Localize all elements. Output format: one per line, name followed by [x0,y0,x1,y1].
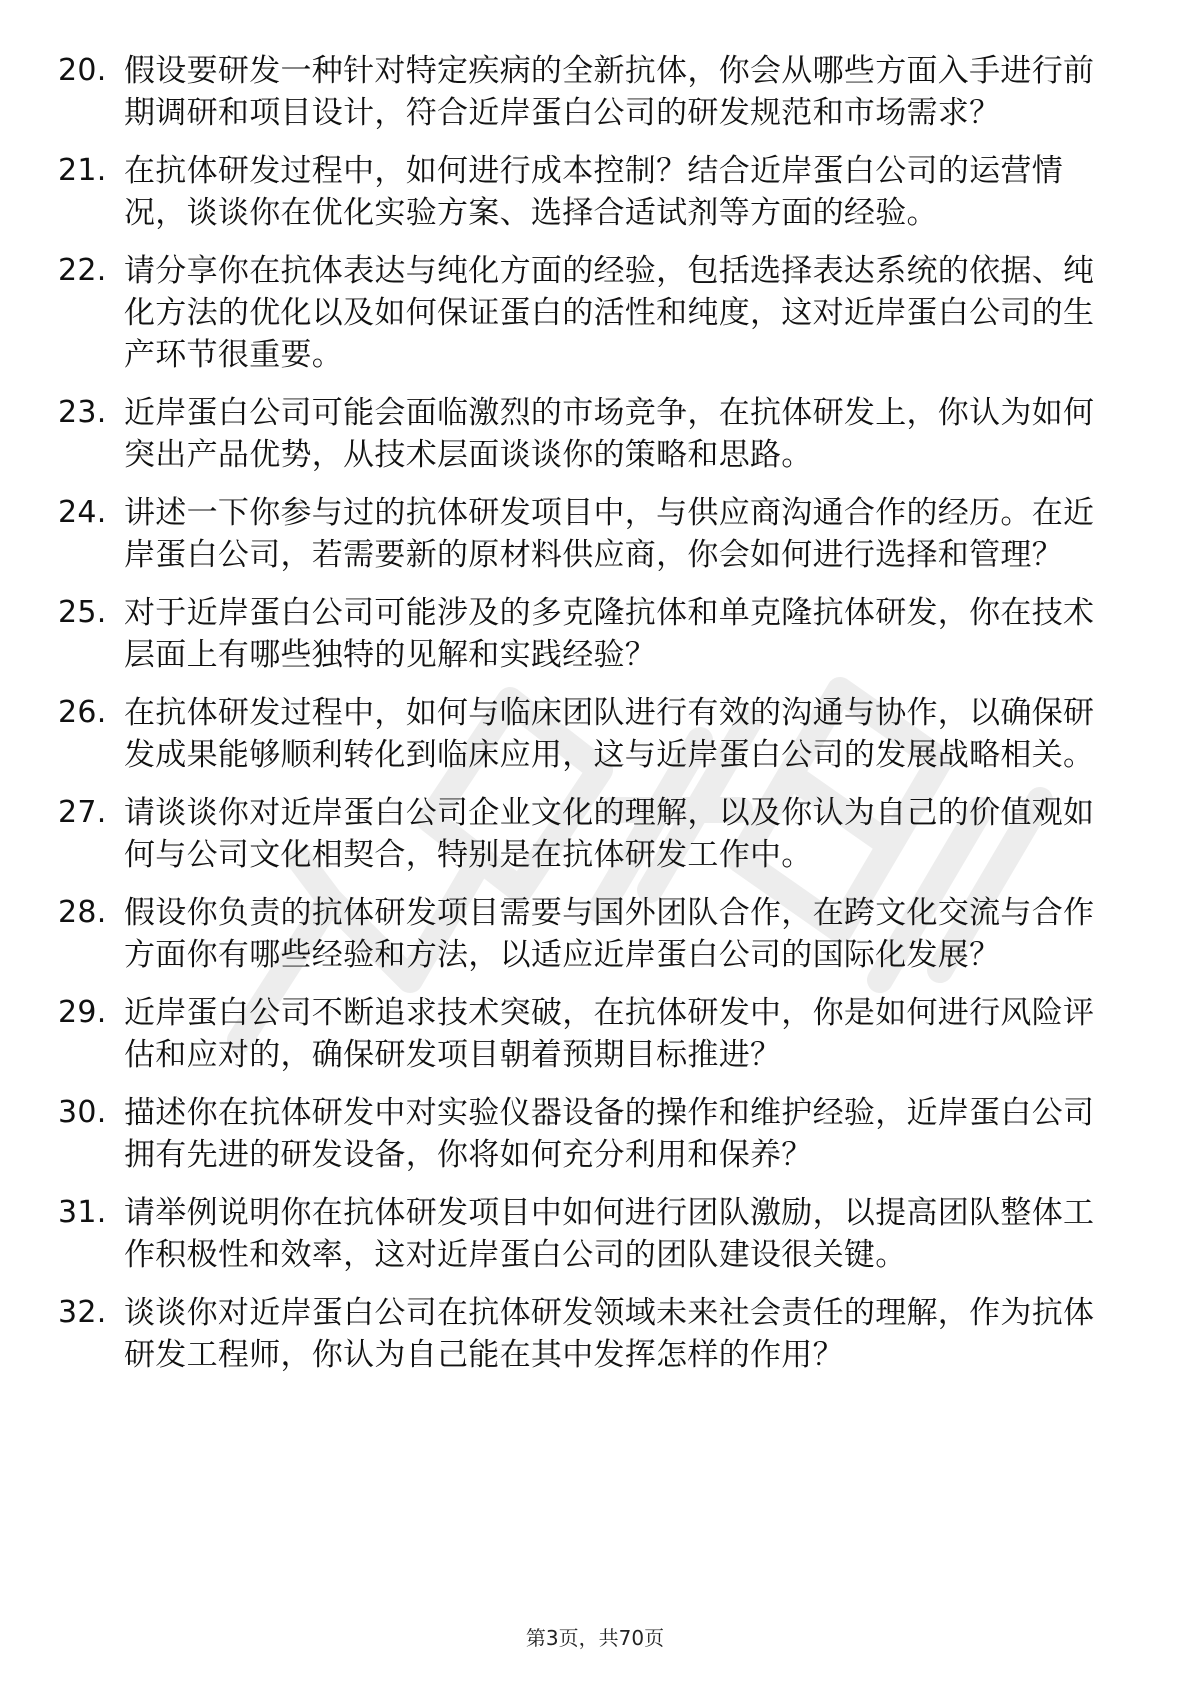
question-number: 32. [58,1295,107,1330]
question-text: 假设你负责的抗体研发项目需要与国外团队合作，在跨文化交流与合作方面你有哪些经验和方法，以适应近岸蛋白公司的国际化发展？ [124,895,1095,973]
question-number: 25. [58,595,107,630]
question-number: 31. [58,1195,107,1230]
page-number-label: 第3页，共70页 [525,1626,665,1650]
question-number: 27. [58,795,107,830]
question-text: 谈谈你对近岸蛋白公司在抗体研发领域未来社会责任的理解，作为抗体研发工程师，你认为自己能在其中发挥怎样的作用？ [124,1295,1095,1373]
question-number: 28. [58,895,107,930]
question-text: 近岸蛋白公司可能会面临激烈的市场竞争，在抗体研发上，你认为如何突出产品优势，从技术层面谈谈你的策略和思路。 [124,395,1095,473]
question-item [58,150,1118,234]
question-item [58,1192,1118,1276]
question-text: 假设要研发一种针对特定疾病的全新抗体，你会从哪些方面入手进行前期调研和项目设计，符合近岸蛋白公司的研发规范和市场需求？ [124,53,1095,131]
question-text: 描述你在抗体研发中对实验仪器设备的操作和维护经验，近岸蛋白公司拥有先进的研发设备，你将如何充分利用和保养？ [124,1095,1095,1173]
question-number: 22. [58,253,107,288]
question-item [58,50,1118,134]
question-number: 30. [58,1095,107,1130]
question-item [58,792,1118,876]
question-item [58,1092,1118,1176]
question-text: 请谈谈你对近岸蛋白公司企业文化的理解，以及你认为自己的价值观如何与公司文化相契合，特别是在抗体研发工作中。 [124,795,1095,873]
question-item [58,492,1118,576]
question-text: 请分享你在抗体表达与纯化方面的经验，包括选择表达系统的依据、纯化方法的优化以及如何保证蛋白的活性和纯度，这对近岸蛋白公司的生产环节很重要。 [124,253,1095,373]
question-number: 21. [58,153,107,188]
question-list [58,50,1118,1376]
question-text: 讲述一下你参与过的抗体研发项目中，与供应商沟通合作的经历。在近岸蛋白公司，若需要新的原材料供应商，你会如何进行选择和管理？ [124,495,1095,573]
question-item [58,592,1118,676]
question-text: 请举例说明你在抗体研发项目中如何进行团队激励，以提高团队整体工作积极性和效率，这对近岸蛋白公司的团队建设很关键。 [124,1195,1095,1273]
question-text: 在抗体研发过程中，如何进行成本控制？结合近岸蛋白公司的运营情况，谈谈你在优化实验方案、选择合适试剂等方面的经验。 [124,153,1063,231]
question-number: 26. [58,695,107,730]
question-number: 24. [58,495,107,530]
question-number: 20. [58,53,107,88]
question-text: 在抗体研发过程中，如何与临床团队进行有效的沟通与协作，以确保研发成果能够顺利转化到临床应用，这与近岸蛋白公司的发展战略相关。 [124,695,1095,773]
question-text: 近岸蛋白公司不断追求技术突破，在抗体研发中，你是如何进行风险评估和应对的，确保研发项目朝着预期目标推进？ [124,995,1095,1073]
question-item [58,250,1118,376]
question-number: 23. [58,395,107,430]
question-text: 对于近岸蛋白公司可能涉及的多克隆抗体和单克隆抗体研发，你在技术层面上有哪些独特的见解和实践经验？ [124,595,1095,673]
question-item [58,992,1118,1076]
question-item [58,892,1118,976]
question-item [58,1292,1118,1376]
question-number: 29. [58,995,107,1030]
page-footer [0,1622,1190,1651]
question-item [58,692,1118,776]
question-item [58,392,1118,476]
